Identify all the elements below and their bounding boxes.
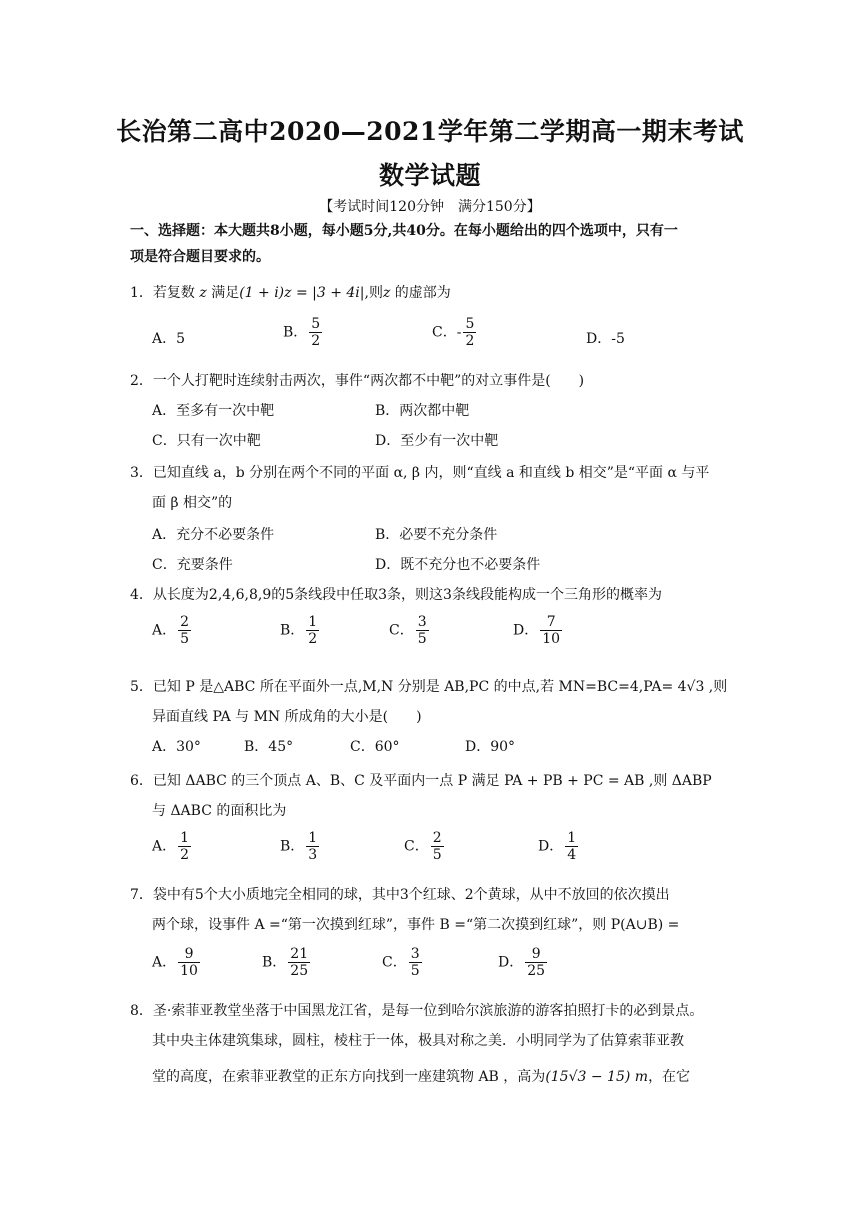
q1-option-b — [283, 316, 324, 349]
q1-option-b-fraction — [309, 316, 322, 349]
q6-option-c-label: C． — [404, 838, 429, 855]
q4-option-c-fraction — [416, 614, 429, 647]
q4-stem: 4．从长度为2,4,6,8,9的5条线段中任取3条，则这3条线段能构成一个三角形的概率为 — [130, 587, 662, 603]
q4-a-num: 2 — [180, 614, 190, 630]
q5-option-b: B．45° — [244, 739, 294, 755]
q6-option-d-fraction — [565, 830, 578, 863]
q2-option-d: D．至少有一次中靶 — [375, 433, 499, 449]
q3-option-a: A．充分不必要条件 — [152, 527, 275, 543]
q4-a-den: 5 — [180, 631, 190, 648]
q4-option-a-label: A． — [152, 622, 177, 639]
q3-stem-line1: 3．已知直线 a，b 分别在两个不同的平面 α, β 内，则“直线 a 和直线 b 相交”是“平面 α 与平 — [130, 465, 710, 481]
q3-option-c: C．充要条件 — [152, 557, 233, 573]
q2-option-a: A．至多有一次中靶 — [152, 403, 275, 419]
section-heading-line1: 一、选择题：本大题共8小题，每小题5分,共40分。在每小题给出的四个选项中，只有一 — [130, 223, 678, 239]
q6-option-a-fraction — [178, 830, 191, 863]
q7-option-c — [382, 946, 424, 979]
q6-d-num: 1 — [567, 830, 577, 846]
q8-stem-line1: 8．圣·索菲亚教堂坐落于中国黑龙江省，是每一位到哈尔滨旅游的游客拍照打卡的必到景点。 — [130, 1003, 704, 1019]
q7-option-d — [498, 946, 549, 979]
q4-option-b — [280, 614, 321, 647]
q1-b-den: 2 — [311, 333, 321, 350]
q6-option-b-label: B． — [280, 838, 305, 855]
q6-option-d-label: D． — [538, 838, 564, 855]
q7-option-a-label: A． — [152, 954, 177, 971]
q1-option-d: D．-5 — [586, 331, 625, 347]
q4-b-num: 1 — [308, 614, 318, 630]
q7-option-a — [152, 946, 202, 979]
q6-d-den: 4 — [567, 847, 577, 864]
q7-b-num: 21 — [290, 946, 309, 962]
q6-option-d — [538, 830, 580, 863]
q7-option-b-fraction — [288, 946, 310, 979]
q6-stem-line1: 6．已知 ΔABC 的三个顶点 A、B、C 及平面内一点 P 满足 PA + PB + PC = AB ,则 ΔABP — [130, 773, 712, 789]
exam-subtitle: 数学试题 — [378, 161, 481, 190]
q3-option-b: B．必要不充分条件 — [375, 527, 498, 543]
q1-stem-a: 1．若复数 — [130, 285, 200, 301]
q4-c-den: 5 — [417, 631, 427, 648]
q6-stem-line2: 与 ΔABC 的面积比为 — [152, 803, 287, 819]
q1-option-c-label: C．- — [432, 324, 462, 341]
q8-height-expr: (15√3 − 15) m — [545, 1069, 649, 1085]
q7-c-den: 5 — [410, 963, 420, 980]
q4-d-den: 10 — [542, 631, 561, 648]
q5-stem-line2: 异面直线 PA 与 MN 所成角的大小是( ) — [152, 709, 422, 725]
q4-option-c — [389, 614, 431, 647]
q8-stem-line2: 其中央主体建筑集球，圆柱，棱柱于一体，极具对称之美．小明同学为了估算索菲亚教 — [152, 1033, 684, 1049]
q4-d-num: 7 — [540, 614, 562, 631]
q8-stem-line3 — [152, 1066, 690, 1086]
q1-stem — [130, 282, 451, 302]
q7-option-c-fraction — [409, 946, 422, 979]
q7-option-c-label: C． — [382, 954, 407, 971]
q1-option-c-fraction — [463, 316, 476, 349]
q1-option-b-label: B． — [283, 324, 308, 341]
q8-stem3-c: ，在它 — [648, 1069, 691, 1085]
q7-d-num: 9 — [525, 946, 547, 963]
q7-option-d-label: D． — [498, 954, 524, 971]
q5-option-a: A．30° — [152, 739, 201, 755]
q6-c-num: 2 — [432, 830, 442, 846]
q6-option-a — [152, 830, 193, 863]
exam-meta: 【考试时间120分钟 满分150分】 — [319, 199, 541, 215]
q5-option-c: C．60° — [350, 739, 400, 755]
q1-c-num: 5 — [465, 316, 475, 332]
q6-b-num: 1 — [308, 830, 318, 846]
q6-option-b-fraction — [306, 830, 319, 863]
q7-c-num: 3 — [410, 946, 420, 962]
q6-option-c — [404, 830, 446, 863]
q8-stem3-a: 堂的高度，在索菲亚教堂的正东方向找到一座建筑物 AB ，高为 — [152, 1069, 546, 1085]
q7-b-den: 25 — [290, 963, 309, 980]
q6-b-den: 3 — [308, 847, 318, 864]
q4-option-b-fraction — [306, 614, 319, 647]
q4-option-d-fraction — [540, 614, 562, 647]
q7-option-b — [262, 946, 312, 979]
q7-a-den: 10 — [180, 963, 198, 980]
q5-option-d: D．90° — [465, 739, 516, 755]
section-heading-line2: 项是符合题目要求的。 — [130, 249, 270, 265]
q7-a-num: 9 — [178, 946, 200, 963]
q3-stem-line2: 面 β 相交”的 — [152, 495, 233, 511]
q1-stem-b: 满足 — [206, 285, 240, 301]
q4-option-d-label: D． — [513, 622, 539, 639]
q1-option-a: A．5 — [152, 331, 186, 347]
q2-option-c: C．只有一次中靶 — [152, 433, 261, 449]
q4-b-den: 2 — [308, 631, 318, 648]
q1-option-c — [432, 316, 478, 349]
q7-option-d-fraction — [525, 946, 547, 979]
q6-option-c-fraction — [431, 830, 444, 863]
q1-b-num: 5 — [311, 316, 321, 332]
q4-option-a — [152, 614, 193, 647]
q7-d-den: 25 — [527, 963, 546, 980]
q7-stem-line1: 7．袋中有5个大小质地完全相同的球，其中3个红球、2个黄球，从中不放回的依次摸出 — [130, 887, 670, 903]
q1-z: z — [199, 285, 207, 301]
q6-a-num: 1 — [180, 830, 190, 846]
q4-option-d — [513, 614, 564, 647]
q3-option-d: D．既不充分也不必要条件 — [375, 557, 541, 573]
q4-option-b-label: B． — [280, 622, 305, 639]
q6-a-den: 2 — [180, 847, 190, 864]
q1-c-den: 2 — [465, 333, 475, 350]
q7-stem-line2: 两个球，设事件 A =“第一次摸到红球”，事件 B =“第二次摸到红球”，则 P(A∪B) = — [152, 917, 680, 933]
q4-option-c-label: C． — [389, 622, 414, 639]
q6-option-b — [280, 830, 321, 863]
q4-option-a-fraction — [178, 614, 191, 647]
q2-stem: 2．一个人打靶时连续射击两次，事件“两次都不中靶”的对立事件是( ) — [130, 373, 585, 389]
q6-option-a-label: A． — [152, 838, 177, 855]
q5-stem-line1: 5．已知 P 是△ABC 所在平面外一点,M,N 分别是 AB,PC 的中点,若 MN=BC=4,PA= 4√3 ,则 — [130, 679, 728, 695]
q1-stem-c: ,则 — [364, 285, 383, 301]
exam-title: 长治第二高中2020—2021学年第二学期高一期末考试 — [116, 117, 744, 146]
q4-c-num: 3 — [417, 614, 427, 630]
q6-c-den: 5 — [432, 847, 442, 864]
q2-option-b: B．两次都中靶 — [375, 403, 470, 419]
q1-z2: z — [382, 285, 391, 301]
q1-expr: (1 + i)z = |3 + 4i| — [239, 285, 365, 301]
q1-stem-d: 的虚部为 — [390, 285, 451, 301]
q7-option-b-label: B． — [262, 954, 287, 971]
q7-option-a-fraction — [178, 946, 200, 979]
